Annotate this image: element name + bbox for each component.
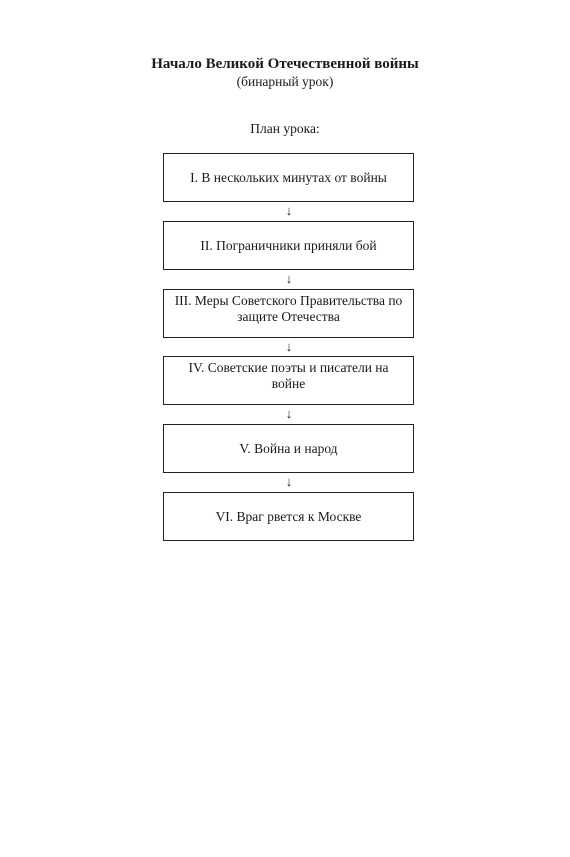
plan-step-4 bbox=[163, 356, 414, 405]
arrow-down-icon: ↓ bbox=[285, 406, 293, 421]
plan-step-2 bbox=[163, 221, 414, 270]
plan-label: План урока: bbox=[250, 121, 320, 136]
document-title: Начало Великой Отечественной войны bbox=[151, 56, 419, 72]
arrow-down-icon: ↓ bbox=[285, 474, 293, 489]
arrow-down-icon: ↓ bbox=[285, 271, 293, 286]
arrow-down-icon: ↓ bbox=[285, 339, 293, 354]
document-subtitle: (бинарный урок) bbox=[236, 74, 334, 89]
plan-step-4-label: IV. Советские поэты и писатели на войне bbox=[188, 360, 389, 391]
plan-step-1 bbox=[163, 153, 414, 202]
plan-step-3 bbox=[163, 289, 414, 338]
arrow-down-icon: ↓ bbox=[285, 203, 293, 218]
plan-step-3-label: III. Меры Советского Правительства по защите Отечества bbox=[174, 293, 403, 324]
plan-step-5-label: V. Война и народ bbox=[239, 440, 338, 456]
plan-step-1-label: I. В нескольких минутах от войны bbox=[190, 169, 387, 185]
plan-step-6 bbox=[163, 492, 414, 541]
plan-step-5 bbox=[163, 424, 414, 473]
plan-step-2-label: II. Пограничники приняли бой bbox=[200, 237, 377, 253]
plan-step-6-label: VI. Враг рвется к Москве bbox=[215, 508, 362, 524]
